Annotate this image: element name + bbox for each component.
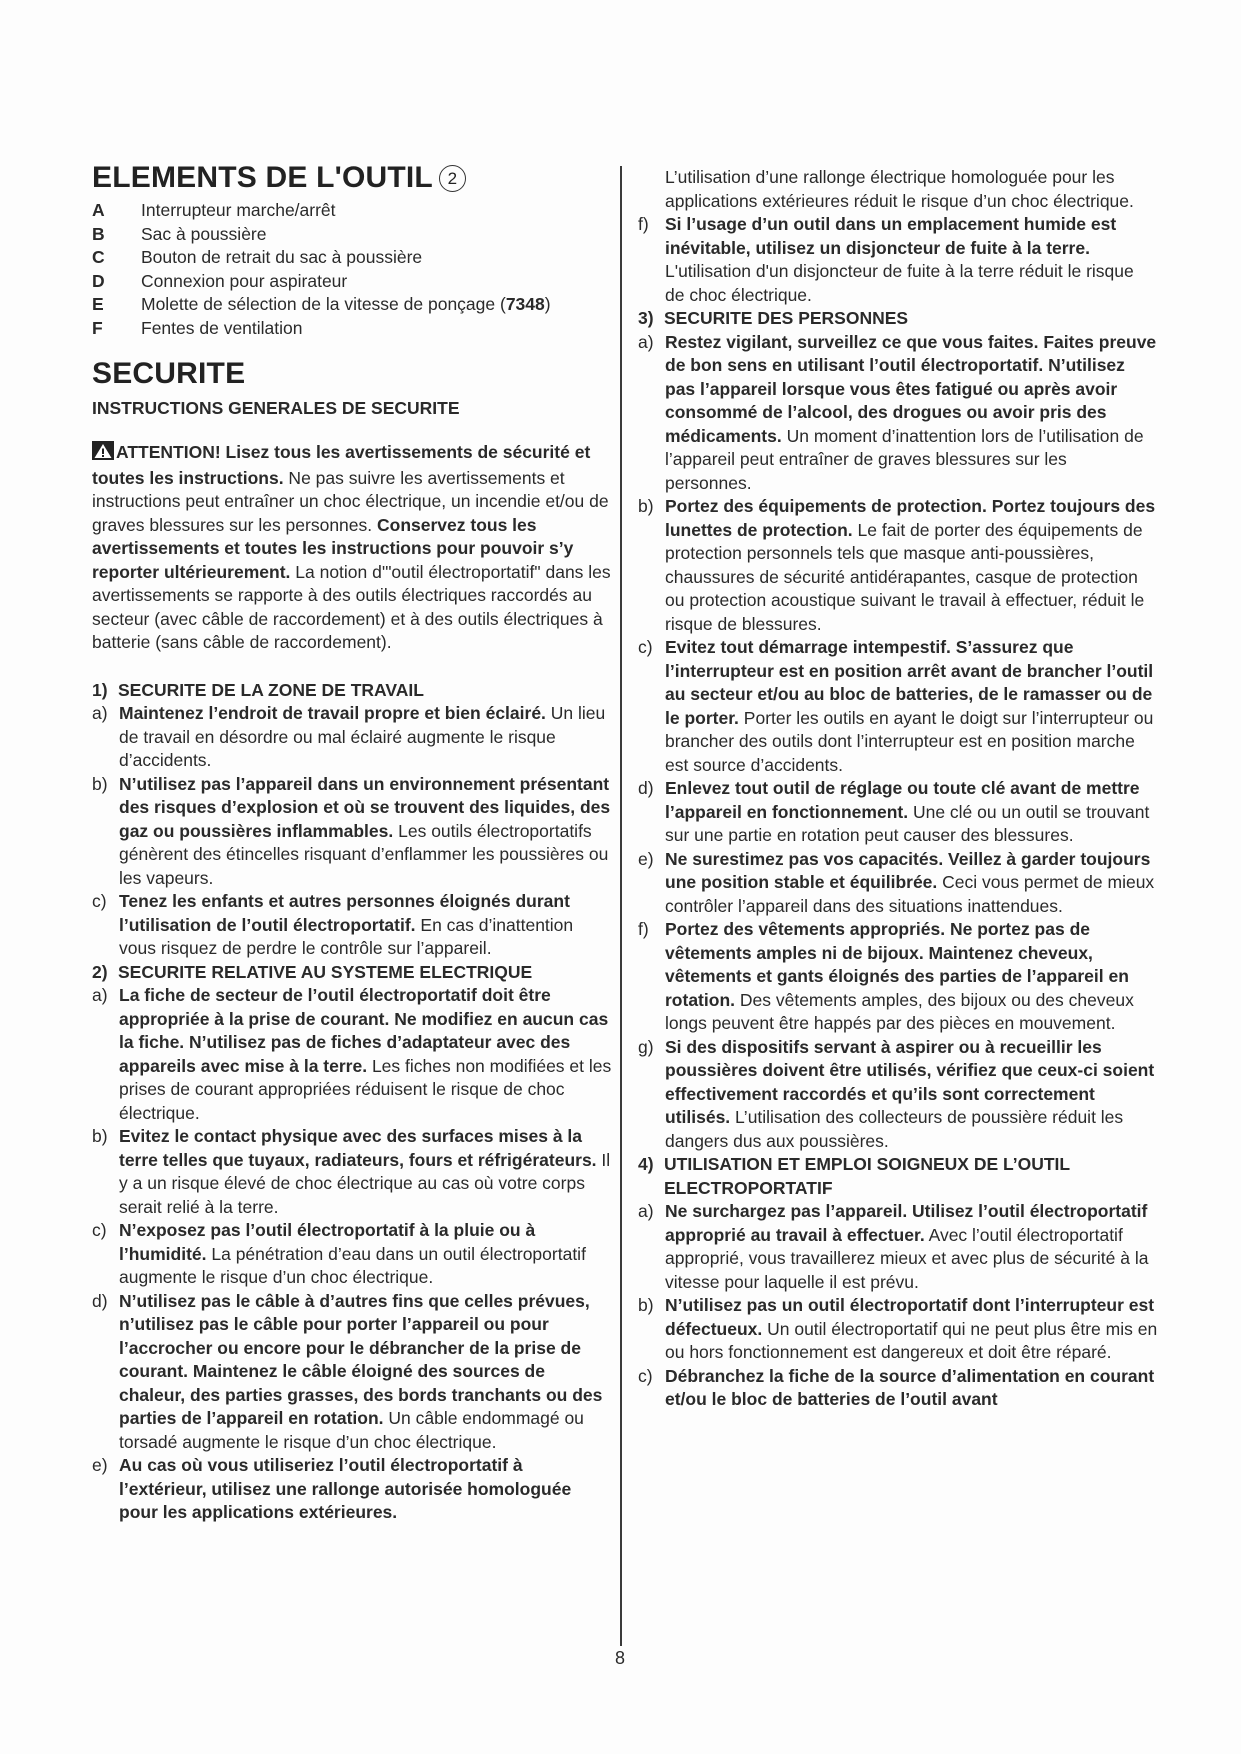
- item-text: L’utilisation des collecteurs de poussière réduit les dangers dus aux poussières.: [665, 1107, 1124, 1151]
- safety-item: [92, 1290, 612, 1455]
- item-bold: Restez vigilant, surveillez ce que vous faites. Faites preuve de bon sens en utilisant l’outil électroportatif. N’utilisez pas l’appareil lorsque vous êtes fatigué ou après avoir consommé de l’alcool, des drogues ou avoir pris des médicaments.: [665, 331, 1157, 446]
- item-text: Ceci vous permet de mieux contrôler l’appareil dans des situations inattendues.: [665, 872, 1155, 916]
- item-bold: Tenez les enfants et autres personnes éloignés durant l’utilisation de l’outil électroportatif.: [119, 891, 570, 935]
- section-title: SECURITE RELATIVE AU SYSTEME ELECTRIQUE: [118, 961, 533, 982]
- item-text: Les outils électroportatifs génèrent des étincelles risquant d’enflammer les poussières ou les vapeurs.: [119, 820, 609, 888]
- item-text: Un moment d’inattention lors de l’utilisation de l’appareil peut entraîner de graves blessures sur les personnes.: [665, 425, 1144, 493]
- item-bold: Evitez le contact physique avec des surfaces mises à la terre telles que tuyaux, radiateurs, fours et réfrigérateurs.: [119, 1126, 597, 1170]
- item-text: Un outil électroportatif qui ne peut plus être mis en ou hors fonctionnement est dangereux et doit être réparé.: [665, 1318, 1158, 1362]
- item-letter: c): [638, 1365, 653, 1386]
- item-letter: c): [92, 1220, 107, 1240]
- safety-item: [92, 1219, 612, 1290]
- attention-text: Ne pas suivre les avertissements et instructions peut entraîner un choc électrique, un incendie et/ou de graves blessures sur les personnes.: [92, 467, 609, 535]
- item-text: Un câble endommagé ou torsadé augmente le risque d’un choc électrique.: [119, 1408, 584, 1452]
- safety-item: [92, 702, 612, 773]
- item-bold: Ne surestimez pas vos capacités. Veillez à garder toujours une position stable et équilibrée.: [665, 848, 1151, 892]
- part-letter: A: [92, 200, 105, 220]
- item-text: La pénétration d’eau dans un outil électroportatif augmente le risque d’un choc électrique.: [119, 1243, 586, 1287]
- safety-item: [638, 1036, 1158, 1154]
- item-body: [119, 1454, 612, 1525]
- item-body: [119, 1125, 612, 1219]
- item-body: [665, 848, 1158, 919]
- item-body: [665, 918, 1158, 1036]
- safety-item: [638, 213, 1158, 307]
- section-number: 2): [92, 961, 108, 982]
- page-number: 8: [614, 1648, 625, 1668]
- safety-item: [638, 1365, 1158, 1412]
- part-letter: D: [92, 270, 105, 291]
- safety-item: [638, 495, 1158, 636]
- part-text: [141, 293, 551, 317]
- item-letter: d): [638, 778, 654, 798]
- attention-bold-2: Conservez tous les avertissements et toutes les instructions pour pouvoir s’y reporter ultérieurement.: [92, 514, 574, 582]
- attention-bold: ATTENTION! Lisez tous les avertissements de sécurité et toutes les instructions.: [92, 442, 591, 488]
- item-text: Des vêtements amples, des bijoux ou des cheveux longs peuvent être happés par des pièces en mouvement.: [665, 989, 1134, 1033]
- item-bold: Portez des équipements de protection. Portez toujours des lunettes de protection.: [665, 496, 1156, 540]
- item-bold: Portez des vêtements appropriés. Ne portez pas de vêtements amples ni de bijoux. Maintenez cheveux, vêtements et gants éloignés des parties de l’appareil en rotation.: [665, 919, 1129, 1010]
- item-body: [119, 984, 612, 1125]
- model-number: 7348: [505, 294, 545, 314]
- item-bold: Maintenez l’endroit de travail propre et bien éclairé.: [119, 703, 546, 723]
- elements-heading: [92, 160, 612, 196]
- item-body: [665, 213, 1158, 307]
- item-bold: Débranchez la fiche de la source d’alimentation en courant et/ou le bloc de batteries de l’outil avant: [665, 1365, 1155, 1409]
- item-body: [665, 495, 1158, 636]
- securite-heading: SECURITE: [92, 357, 246, 390]
- item-letter: b): [92, 773, 108, 794]
- safety-item: [638, 777, 1158, 848]
- part-item: [92, 246, 612, 270]
- item-bold: Si des dispositifs servant à aspirer ou à recueillir les poussières doivent être utilisés, vérifiez que ceux-ci soient effectivement raccordés et qu’ils sont correctement utilisés.: [665, 1036, 1155, 1127]
- item-body: [119, 1219, 612, 1290]
- part-item: [92, 293, 612, 317]
- part-text-post: ): [544, 294, 551, 314]
- safety-item: [638, 636, 1158, 777]
- part-item: [92, 317, 612, 341]
- item-letter: f): [638, 919, 649, 939]
- right-column: [638, 160, 1158, 1412]
- item-body: [119, 890, 612, 961]
- section-number: 3): [638, 308, 654, 328]
- item-text: Avec l’outil électroportatif approprié, vous travaillerez mieux et avec plus de sécurité à la vitesse pour laquelle il est prévu.: [665, 1224, 1149, 1292]
- item-letter: c): [92, 891, 107, 911]
- item-letter: a): [92, 985, 108, 1005]
- item-bold: N’utilisez pas le câble à d’autres fins que celles prévues, n’utilisez pas le câble pour porter l’appareil ou pour l’accrocher ou encore pour le débrancher de la prise de courant. Maintenez le câble éloigné des sources de chaleur, des parties grasses, des bords tranchants ou des parties de l’appareil en rotation.: [119, 1290, 603, 1428]
- item-body: [665, 1200, 1158, 1294]
- part-text: Bouton de retrait du sac à poussière: [141, 247, 423, 267]
- warning-triangle-icon: [92, 441, 114, 467]
- part-letter: B: [92, 223, 105, 244]
- section-number: 1): [92, 679, 108, 700]
- item-bold: Si l’usage d’un outil dans un emplacement humide est inévitable, utilisez un disjoncteur de fuite à la terre.: [665, 214, 1117, 258]
- part-item: [92, 199, 612, 223]
- safety-item: [638, 848, 1158, 919]
- item-body: [119, 1290, 612, 1455]
- item-letter: e): [638, 848, 654, 869]
- item-letter: a): [92, 703, 108, 723]
- section-title: UTILISATION ET EMPLOI SOIGNEUX DE L’OUTIL ELECTROPORTATIF: [664, 1154, 1070, 1198]
- item-bold: N’exposez pas l’outil électroportatif à la pluie ou à l’humidité.: [119, 1220, 536, 1264]
- item-bold: N’utilisez pas l’appareil dans un environnement présentant des risques d’explosion et où se trouvent des liquides, des gaz ou poussières inflammables.: [119, 773, 611, 841]
- item-bold: Au cas où vous utiliseriez l’outil électroportatif à l’extérieur, utilisez une rallonge autorisée homologuée pour les applications extérieures.: [119, 1455, 572, 1522]
- item-continuation: L’utilisation d’une rallonge électrique homologuée pour les applications extérieures réduit le risque d’un choc électrique.: [665, 167, 1134, 211]
- item-body: [119, 773, 612, 891]
- section-heading: [638, 1153, 1158, 1200]
- safety-item: [638, 1294, 1158, 1365]
- safety-item: [92, 773, 612, 891]
- safety-item: [638, 331, 1158, 496]
- item-text: Le fait de porter des équipements de protection personnels tels que masque anti-poussières, chaussures de sécurité antidérapantes, casque de protection ou protection acoustique suivant le travail à effectuer, réduit le risque de blessures.: [665, 519, 1145, 634]
- safety-item: [638, 918, 1158, 1036]
- part-letter: C: [92, 247, 105, 267]
- section-heading: [92, 679, 612, 703]
- item-letter: d): [92, 1290, 108, 1311]
- parts-list: [92, 199, 612, 340]
- safety-item: [92, 984, 612, 1125]
- item-letter: g): [638, 1036, 654, 1057]
- part-item: [92, 223, 612, 247]
- item-text: En cas d’inattention vous risquez de perdre le contrôle sur l’appareil.: [119, 914, 574, 958]
- item-letter: a): [638, 331, 654, 352]
- item-letter: f): [638, 214, 649, 234]
- left-column: [92, 160, 612, 1525]
- item-text: L'utilisation d'un disjoncteur de fuite à la terre réduit le risque de choc électrique.: [665, 261, 1134, 305]
- safety-item: [92, 1125, 612, 1219]
- part-text: Fentes de ventilation: [141, 317, 303, 338]
- item-body: [665, 636, 1158, 777]
- section-heading: [638, 307, 1158, 331]
- item-text: Les fiches non modifiées et les prises de courant appropriées réduisent le risque de choc électrique.: [119, 1055, 612, 1123]
- item-bold: Enlevez tout outil de réglage ou toute clé avant de mettre l’appareil en fonctionnement.: [665, 778, 1140, 822]
- attention-text-2: La notion d'"outil électroportatif" dans les avertissements se rapporte à des outils électriques raccordés au secteur (avec câble de raccordement) et à des outils électriques à batterie (sans câble de raccordement).: [92, 561, 611, 652]
- item-text: Il y a un risque élevé de choc électrique au cas où votre corps serait relié à la terre.: [119, 1149, 611, 1217]
- instructions-heading: INSTRUCTIONS GENERALES DE SECURITE: [92, 398, 460, 418]
- item-body: [119, 702, 612, 773]
- part-text-pre: Molette de sélection de la vitesse de ponçage (: [141, 294, 506, 314]
- item-body: [665, 1365, 1158, 1412]
- section-number: 4): [638, 1154, 654, 1174]
- item-bold: Ne surchargez pas l’appareil. Utilisez l’outil électroportatif approprié au travail à effectuer.: [665, 1201, 1148, 1245]
- part-letter: F: [92, 317, 103, 338]
- elements-title: ELEMENTS DE L'OUTIL: [92, 161, 433, 194]
- item-text: Porter les outils en ayant le doigt sur l’interrupteur ou brancher des outils dont l’interrupteur est en position marche est source d’accidents.: [665, 707, 1154, 775]
- safety-item: [638, 1200, 1158, 1294]
- part-text: Connexion pour aspirateur: [141, 270, 348, 291]
- item-text: Une clé ou un outil se trouvant sur une partie en rotation peut causer des blessures.: [665, 801, 1150, 845]
- item-text: Un lieu de travail en désordre ou mal éclairé augmente le risque d’accidents.: [119, 703, 606, 770]
- part-item: [92, 270, 612, 294]
- item-bold: Evitez tout démarrage intempestif. S’assurez que l’interrupteur est en position arrêt avant de brancher l’outil au secteur et/ou au bloc de batteries, de le ramasser ou de le porter.: [665, 637, 1154, 728]
- section-heading: [92, 961, 612, 985]
- attention-paragraph: [92, 441, 612, 655]
- item-body: [665, 777, 1158, 848]
- item-bold: N’utilisez pas un outil électroportatif dont l’interrupteur est défectueux.: [665, 1295, 1155, 1339]
- safety-item: [92, 890, 612, 961]
- part-text: Interrupteur marche/arrêt: [141, 200, 336, 220]
- item-letter: b): [638, 496, 654, 516]
- item-letter: e): [92, 1455, 108, 1475]
- part-letter: E: [92, 294, 104, 314]
- figure-reference: 2: [439, 165, 466, 192]
- item-letter: b): [638, 1295, 654, 1315]
- item-bold: La fiche de secteur de l’outil électroportatif doit être appropriée à la prise de courant. Ne modifiez en aucun cas la fiche. N’utilisez pas de fiches d’adaptateur avec des appareils avec mise à la terre.: [119, 985, 609, 1076]
- section-title: SECURITE DES PERSONNES: [664, 308, 909, 328]
- part-text: Sac à poussière: [141, 223, 267, 244]
- item-letter: c): [638, 637, 653, 657]
- safety-item: [92, 1454, 612, 1525]
- column-divider: [620, 166, 622, 1646]
- item-letter: a): [638, 1201, 654, 1221]
- item-body: [665, 1294, 1158, 1365]
- section-title: SECURITE DE LA ZONE DE TRAVAIL: [118, 679, 424, 700]
- item-body: [665, 331, 1158, 496]
- item-letter: b): [92, 1126, 108, 1146]
- item-body: [665, 1036, 1158, 1154]
